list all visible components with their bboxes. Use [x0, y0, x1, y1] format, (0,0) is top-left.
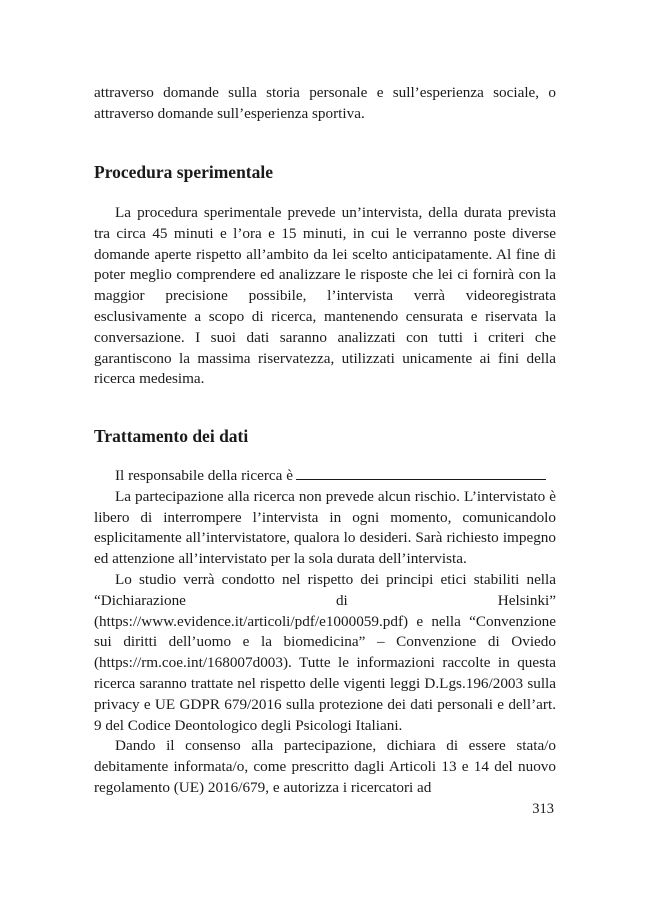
heading-procedura-sperimentale: Procedura sperimentale	[94, 162, 274, 182]
intro-paragraph: attraverso domande sulla storia personale e sull’esperienza sociale, o attraverso domande sull’esperienza sportiva.	[94, 84, 556, 122]
trattamento-paragraph-1: La partecipazione alla ricerca non prevede alcun rischio. L’intervistato è libero di interrompere l’intervista in ogni momento, comunicandolo esplicitamente all’intervistatore, qualora lo desideri. Sarà richiesto impegno ed attenzione all’intervistato per la sola durata dell’intervista.	[94, 487, 556, 568]
heading-trattamento-dati: Trattamento dei dati	[94, 426, 249, 446]
page-number: 313	[532, 801, 554, 817]
responsabile-line	[94, 465, 556, 487]
procedura-paragraph: La procedura sperimentale prevede un’intervista, della durata prevista tra circa 45 minuti e l’ora e 15 minuti, in cui le verranno poste diverse domande aperte rispetto all’ambito da lei scelto anticipatamente. Al fine di poter meglio comprendere ed analizzare le risposte che lei ci fornirà con la maggior precisione possibile, l’intervista verrà videoregistrata esclusivamente a scopo di ricerca, mantenendo censurata e riservata la conversazione. I suoi dati saranno analizzati con tutti i criteri che garantiscono la massima riservatezza, utilizzati unicamente ai fini della ricerca medesima.	[94, 204, 556, 388]
responsabile-label: Il responsabile della ricerca è	[115, 467, 293, 484]
responsabile-blank-line	[296, 465, 546, 480]
trattamento-block	[94, 465, 556, 799]
trattamento-paragraph-2: Lo studio verrà condotto nel rispetto dei principi etici stabiliti nella “Dichiarazione di Helsinki” (https://www.evidence.it/articoli/pdf/e1000059.pdf) e nella “Convenzione sui diritti dell’uomo e la biomedicina” – Convenzione di Oviedo (https://rm.coe.int/168007d003). Tutte le informazioni raccolte in questa ricerca saranno trattate nel rispetto delle vigenti leggi D.Lgs.196/2003 sulla privacy e UE GDPR 679/2016 sulla protezione dei dati personali e dell’art. 9 del Codice Deontologico degli Psicologi Italiani.	[94, 570, 556, 734]
procedura-block	[94, 203, 556, 390]
trattamento-paragraph-3: Dando il consenso alla partecipazione, dichiara di essere stata/o debitamente informata/o, come prescritto dagli Articoli 13 e 14 del nuovo regolamento (UE) 2016/679, e autorizza i ricercatori ad	[94, 737, 556, 796]
intro-paragraph-block	[94, 83, 556, 125]
